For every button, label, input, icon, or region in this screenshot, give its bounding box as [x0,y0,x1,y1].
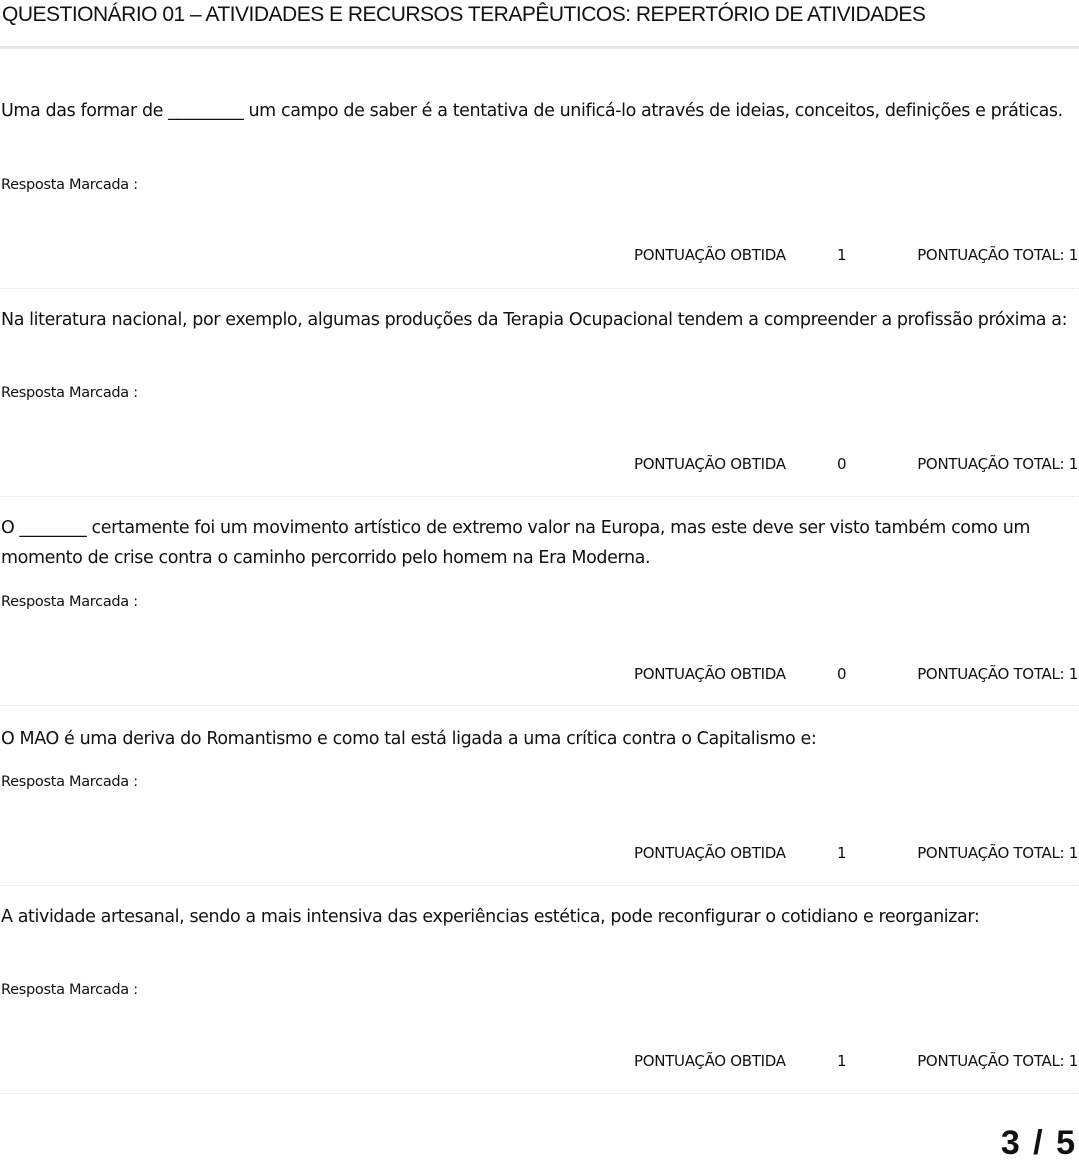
score-total: PONTUAÇÃO TOTAL: 1 [917,844,1078,862]
question-text: Na literatura nacional, por exemplo, algumas produções da Terapia Ocupacional tendem a compreender a profissão próxima a: [1,310,1068,330]
page-indicator: 3 / 5 [1000,1124,1077,1162]
answer-label: Resposta Marcada : [1,177,138,193]
score-obtained-value: 0 [837,455,847,473]
score-obtained-label: PONTUAÇÃO OBTIDA [634,844,786,862]
score-total: PONTUAÇÃO TOTAL: 1 [917,1052,1078,1070]
answer-label: Resposta Marcada : [1,385,138,401]
score-total: PONTUAÇÃO TOTAL: 1 [917,665,1078,683]
score-total: PONTUAÇÃO TOTAL: 1 [917,246,1078,264]
score-obtained-label: PONTUAÇÃO OBTIDA [634,1052,786,1070]
score-obtained-label: PONTUAÇÃO OBTIDA [634,455,786,473]
score-obtained-value: 0 [837,665,847,683]
answer-label: Resposta Marcada : [1,982,138,998]
question-block [0,902,1079,1094]
question-block [0,96,1079,289]
question-block [0,305,1079,497]
page-header [0,0,1079,49]
score-obtained-value: 1 [837,1052,847,1070]
score-row [0,246,1079,268]
page-title: QUESTIONÁRIO 01 – ATIVIDADES E RECURSOS TERAPÊUTICOS: REPERTÓRIO DE ATIVIDADES [2,3,926,26]
question-text: O MAO é uma deriva do Romantismo e como tal está ligada a uma crítica contra o Capitalismo e: [1,729,817,749]
question-block [0,724,1079,886]
score-obtained-value: 1 [837,844,847,862]
score-row [0,455,1079,477]
score-obtained-label: PONTUAÇÃO OBTIDA [634,246,786,264]
score-obtained-value: 1 [837,246,847,264]
score-row [0,1052,1079,1074]
score-obtained-label: PONTUAÇÃO OBTIDA [634,665,786,683]
question-block [0,513,1079,706]
question-text: Uma das formar de _________ um campo de saber é a tentativa de unificá-lo através de ideias, conceitos, definições e práticas. [1,101,1063,121]
score-total: PONTUAÇÃO TOTAL: 1 [917,455,1078,473]
answer-label: Resposta Marcada : [1,594,138,610]
answer-label: Resposta Marcada : [1,774,138,790]
question-text: O ________ certamente foi um movimento artístico de extremo valor na Europa, mas este deve ser visto também como um momento de crise contra o caminho percorrido pelo homem na Era Moderna. [1,518,1031,568]
question-text: A atividade artesanal, sendo a mais intensiva das experiências estética, pode reconfigurar o cotidiano e reorganizar: [1,907,980,927]
score-row [0,665,1079,687]
score-row [0,844,1079,866]
